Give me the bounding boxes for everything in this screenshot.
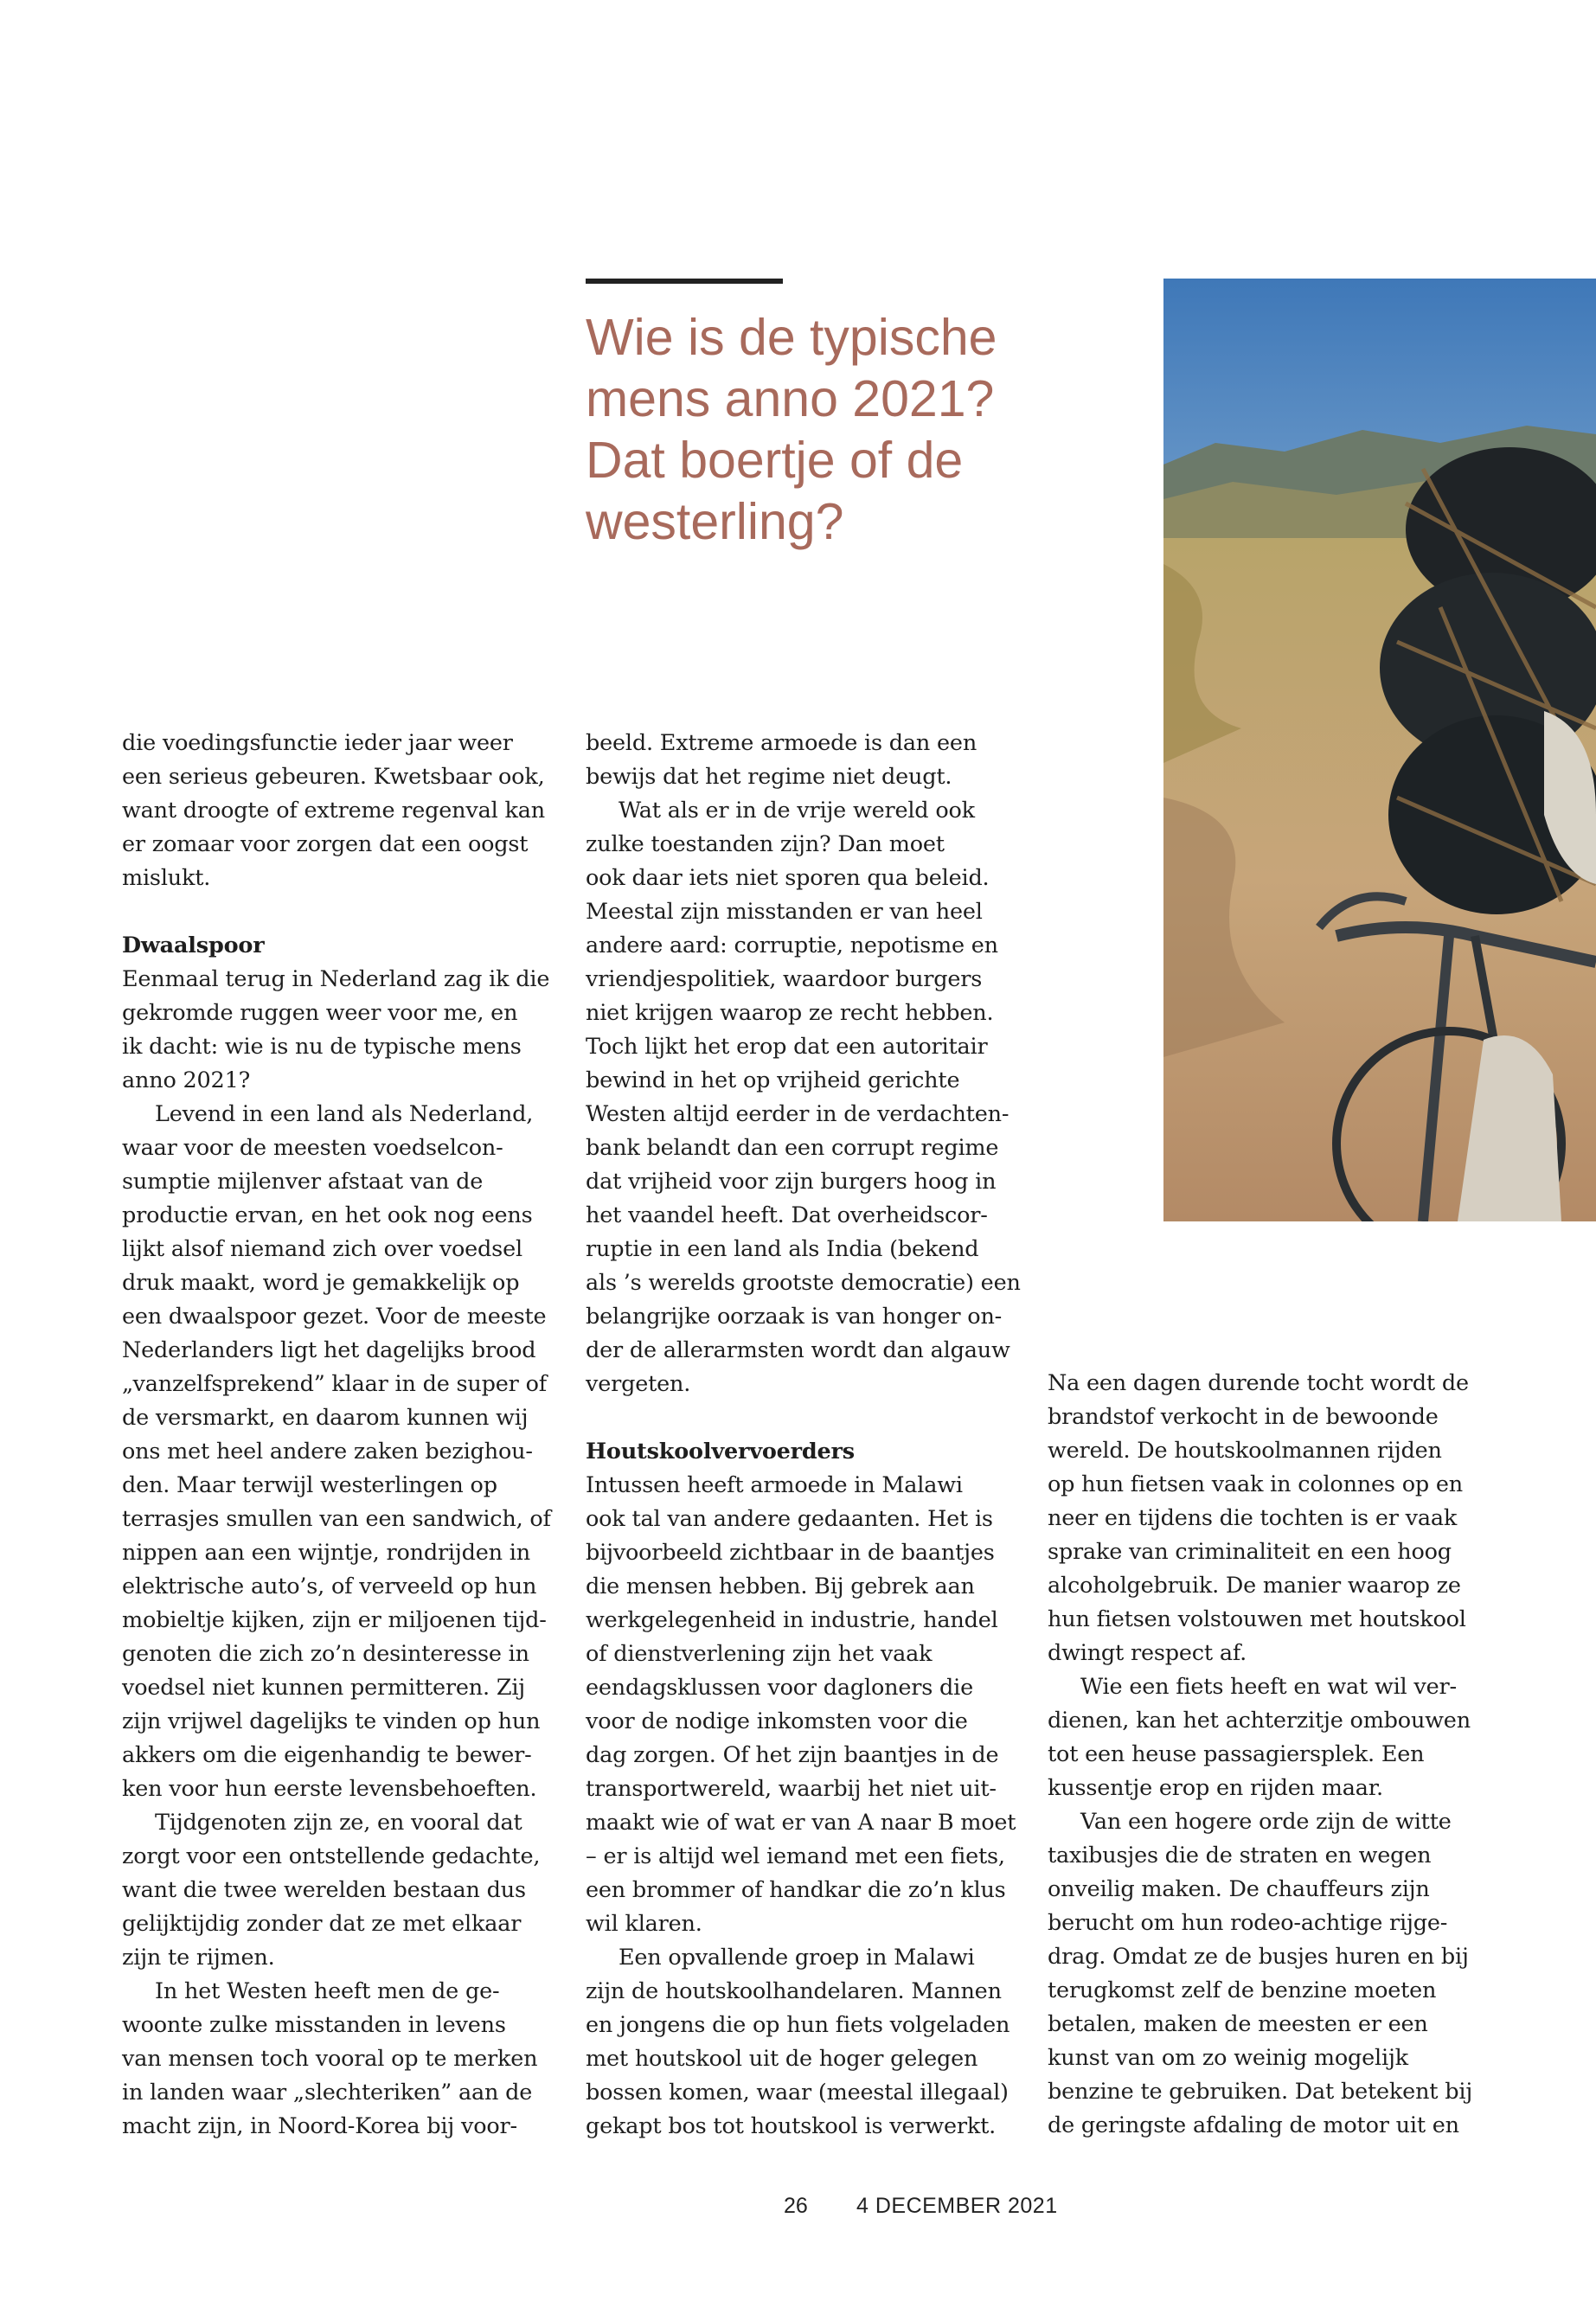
text-line: een brommer of handkar die zo’n klus <box>586 1877 1006 1903</box>
text-line: tot een heuse passagiersplek. Een <box>1048 1741 1425 1767</box>
text-line: Westen altijd eerder in de verdachten- <box>586 1101 1010 1127</box>
body-column-3 <box>1048 1367 1497 2143</box>
text-line: den. Maar terwijl westerlingen op <box>122 1472 497 1498</box>
text-line: niet krijgen waarop ze recht hebben. <box>586 1000 994 1026</box>
text-line: in landen waar „slechteriken” aan de <box>122 2080 533 2106</box>
text-line: bank belandt dan een corrupt regime <box>586 1135 999 1161</box>
text-line: Eenmaal terug in Nederland zag ik die <box>122 966 550 992</box>
text-line: dat vrijheid voor zijn burgers hoog in <box>586 1169 997 1195</box>
text-line: voedsel niet kunnen permitteren. Zij <box>122 1675 525 1701</box>
text-line: woonte zulke misstanden in levens <box>122 2012 506 2038</box>
text-line: want droogte of extreme regenval kan <box>122 798 545 824</box>
text-line: Toch lijkt het erop dat een autoritair <box>586 1034 988 1060</box>
text-line: alcoholgebruik. De manier waarop ze <box>1048 1573 1461 1599</box>
text-line: terrasjes smullen van een sandwich, of <box>122 1506 551 1532</box>
text-line: met houtskool uit de hoger gelegen <box>586 2046 978 2072</box>
text-line: zijn vrijwel dagelijks te vinden op hun <box>122 1708 541 1734</box>
text-line: kunst van om zo weinig mogelijk <box>1048 2045 1408 2071</box>
text-line: belangrijke oorzaak is van honger on- <box>586 1304 1003 1330</box>
text-line: nippen aan een wijntje, rondrijden in <box>122 1540 530 1566</box>
text-line: bijvoorbeeld zichtbaar in de baantjes <box>586 1540 995 1566</box>
text-line: werkgelegenheid in industrie, handel <box>586 1607 998 1633</box>
text-line: macht zijn, in Noord-Korea bij voor- <box>122 2113 517 2139</box>
text-line: productie ervan, en het ook nog eens <box>122 1202 533 1228</box>
text-line: genoten die zich zo’n desinteresse in <box>122 1641 529 1667</box>
text-line: dag zorgen. Of het zijn baantjes in de <box>586 1742 999 1768</box>
paragraph-gap <box>122 895 554 929</box>
text-line: neer en tijdens die tochten is er vaak <box>1048 1505 1458 1531</box>
text-line: waar voor de meesten voedselcon- <box>122 1135 503 1161</box>
text-line: sprake van criminaliteit en een hoog <box>1048 1539 1452 1565</box>
text-line: ruptie in een land als India (bekend <box>586 1236 979 1262</box>
text-line: dwingt respect af. <box>1048 1640 1247 1666</box>
text-line: Nederlanders ligt het dagelijks brood <box>122 1337 536 1363</box>
text-line: de versmarkt, en daarom kunnen wij <box>122 1405 529 1431</box>
text-line: wil klaren. <box>586 1911 702 1937</box>
text-line: brandstof verkocht in de bewoonde <box>1048 1404 1439 1430</box>
text-line: en jongens die op hun fiets volgeladen <box>586 2012 1010 2038</box>
text-line: gekapt bos tot houtskool is verwerkt. <box>586 2113 997 2139</box>
text-line: zorgt voor een ontstellende gedachte, <box>122 1843 541 1869</box>
text-line: berucht om hun rodeo-achtige rijge- <box>1048 1910 1448 1936</box>
text-line: Wat als er in de vrije wereld ook <box>619 798 975 824</box>
text-line: dienen, kan het achterzitje ombouwen <box>1048 1708 1471 1734</box>
text-line: de geringste afdaling de motor uit en <box>1048 2112 1459 2138</box>
text-line: een serieus gebeuren. Kwetsbaar ook, <box>122 764 545 790</box>
text-line: eendagsklussen voor dagloners die <box>586 1675 973 1701</box>
pullquote-line: mens anno 2021? <box>586 370 995 427</box>
subheading: Dwaalspoor <box>122 933 265 958</box>
text-line: „vanzelfsprekend” klaar in de super of <box>122 1371 547 1397</box>
text-line: – er is altijd wel iemand met een fiets, <box>586 1843 1005 1869</box>
text-line: het vaandel heeft. Dat overheidscor- <box>586 1202 988 1228</box>
text-line: andere aard: corruptie, nepotisme en <box>586 933 998 958</box>
text-line: ken voor hun eerste levensbehoeften. <box>122 1776 537 1802</box>
text-line: die voedingsfunctie ieder jaar weer <box>122 730 513 756</box>
text-line: Na een dagen durende tocht wordt de <box>1048 1370 1469 1396</box>
text-line: akkers om die eigenhandig te bewer- <box>122 1742 532 1768</box>
text-line: drag. Omdat ze de busjes huren en bij <box>1048 1944 1469 1970</box>
issue-date: 4 DECEMBER 2021 <box>856 2194 1058 2218</box>
text-line: mislukt. <box>122 865 211 891</box>
pullquote-rule <box>586 279 783 284</box>
text-line: der de allerarmsten wordt dan algauw <box>586 1337 1010 1363</box>
text-line: Meestal zijn misstanden er van heel <box>586 899 983 925</box>
text-line: beeld. Extreme armoede is dan een <box>586 730 977 756</box>
pullquote <box>586 307 1070 553</box>
text-line: die mensen hebben. Bij gebrek aan <box>586 1574 975 1599</box>
text-line: hun fietsen volstouwen met houtskool <box>1048 1606 1466 1632</box>
text-line: op hun fietsen vaak in colonnes op en <box>1048 1471 1464 1497</box>
text-line: elektrische auto’s, of verveeld op hun <box>122 1574 537 1599</box>
text-line: Een opvallende groep in Malawi <box>619 1945 975 1971</box>
text-line: maakt wie of wat er van A naar B moet <box>586 1810 1016 1836</box>
text-line: gelijktijdig zonder dat ze met elkaar <box>122 1911 522 1937</box>
text-line: ik dacht: wie is nu de typische mens <box>122 1034 522 1060</box>
text-line: zijn de houtskoolhandelaren. Mannen <box>586 1978 1002 2004</box>
text-line: lijkt alsof niemand zich over voedsel <box>122 1236 522 1262</box>
text-line: als ’s werelds grootste democratie) een <box>586 1270 1021 1296</box>
text-line: anno 2021? <box>122 1067 251 1093</box>
text-line: van mensen toch vooral op te merken <box>122 2046 538 2072</box>
text-line: Van een hogere orde zijn de witte <box>1080 1809 1452 1835</box>
text-line: ook tal van andere gedaanten. Het is <box>586 1506 993 1532</box>
body-column-1 <box>122 727 554 2144</box>
text-line: een dwaalspoor gezet. Voor de meeste <box>122 1304 547 1330</box>
pullquote-line: westerling? <box>586 493 844 550</box>
text-line: want die twee werelden bestaan dus <box>122 1877 526 1903</box>
text-line: transportwereld, waarbij het niet uit- <box>586 1776 997 1802</box>
text-line: In het Westen heeft men de ge- <box>155 1978 500 2004</box>
text-line: bewind in het op vrijheid gerichte <box>586 1067 960 1093</box>
text-line: bossen komen, waar (meestal illegaal) <box>586 2080 1009 2106</box>
text-line: er zomaar voor zorgen dat een oogst <box>122 831 529 857</box>
subheading: Houtskoolvervoerders <box>586 1439 855 1465</box>
text-line: mobieltje kijken, zijn er miljoenen tijd- <box>122 1607 547 1633</box>
text-line: sumptie mijlenver afstaat van de <box>122 1169 484 1195</box>
text-line: terugkomst zelf de benzine moeten <box>1048 1977 1437 2003</box>
text-line: druk maakt, word je gemakkelijk op <box>122 1270 520 1296</box>
text-line: betalen, maken de meesten er een <box>1048 2011 1428 2037</box>
text-line: ook daar iets niet sporen qua beleid. <box>586 865 990 891</box>
text-line: benzine te gebruiken. Dat betekent bij <box>1048 2079 1473 2105</box>
photo-man-bicycle-charcoal-icon <box>1163 279 1596 1221</box>
text-line: Levend in een land als Nederland, <box>155 1101 534 1127</box>
text-line: gekromde ruggen weer voor me, en <box>122 1000 518 1026</box>
text-line: voor de nodige inkomsten voor die <box>586 1708 968 1734</box>
text-line: taxibusjes die de straten en wegen <box>1048 1843 1432 1868</box>
text-line: of dienstverlening zijn het vaak <box>586 1641 933 1667</box>
text-line: Intussen heeft armoede in Malawi <box>586 1472 963 1498</box>
body-column-2 <box>586 727 1021 2144</box>
text-line: vriendjespolitiek, waardoor burgers <box>586 966 983 992</box>
paragraph-gap <box>586 1401 1018 1435</box>
text-line: Wie een fiets heeft en wat wil ver- <box>1080 1674 1457 1700</box>
text-line: Tijdgenoten zijn ze, en vooral dat <box>155 1810 522 1836</box>
text-line: zulke toestanden zijn? Dan moet <box>586 831 945 857</box>
text-line: onveilig maken. De chauffeurs zijn <box>1048 1876 1430 1902</box>
text-line: kussentje erop en rijden maar. <box>1048 1775 1383 1801</box>
text-line: ons met heel andere zaken bezighou- <box>122 1439 533 1465</box>
pullquote-line: Dat boertje of de <box>586 432 964 489</box>
text-line: wereld. De houtskoolmannen rijden <box>1048 1438 1442 1464</box>
text-line: vergeten. <box>586 1371 691 1397</box>
text-line: bewijs dat het regime niet deugt. <box>586 764 952 790</box>
text-line: zijn te rijmen. <box>122 1945 275 1971</box>
page-number: 26 <box>784 2194 808 2218</box>
pullquote-line: Wie is de typische <box>586 309 997 366</box>
photo-man-bicycle-charcoal <box>1163 279 1596 1221</box>
